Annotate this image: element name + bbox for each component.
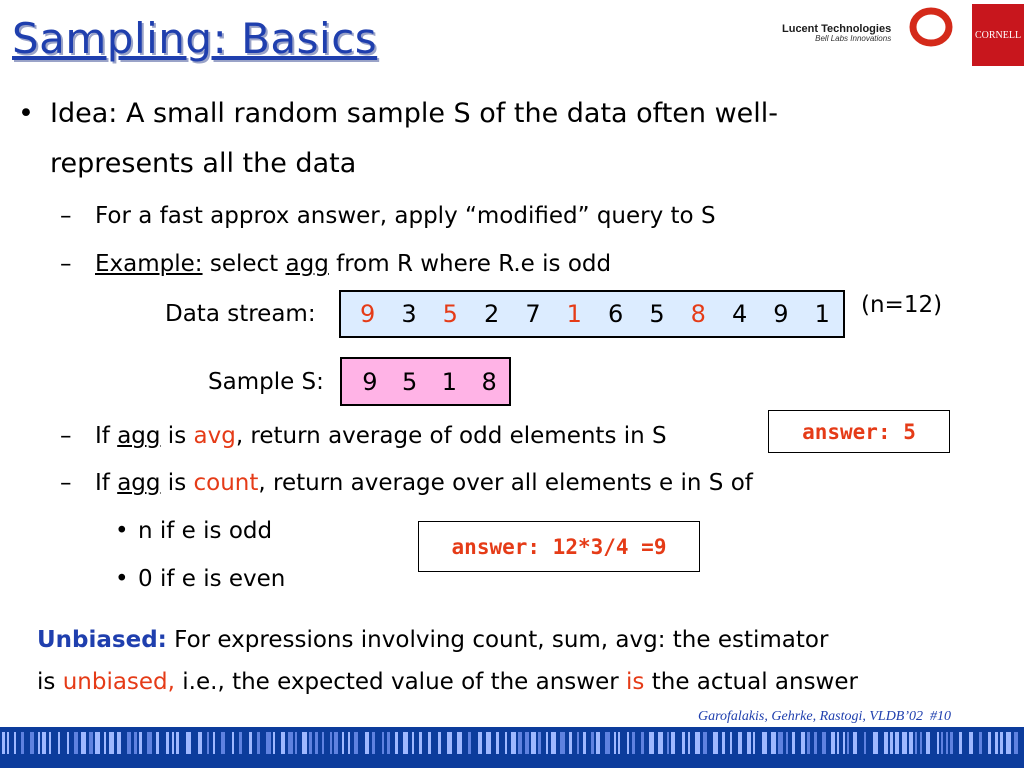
data-stream-label: Data stream:: [165, 301, 316, 327]
agg-word: agg: [117, 470, 161, 496]
avg-word: avg: [193, 423, 236, 449]
subsub-marker: •: [115, 518, 129, 544]
page-number: #10: [930, 709, 952, 724]
lucent-logo: [782, 24, 891, 43]
sample-label: Sample S:: [208, 369, 324, 395]
even-case-text: 0 if e is even: [138, 566, 286, 592]
count-word: count: [193, 470, 259, 496]
bullet-marker: •: [18, 98, 34, 129]
stream-value: 5: [442, 300, 458, 328]
count-rest: , return average over all elements e in S of: [258, 470, 753, 496]
subsub-marker: •: [115, 566, 129, 592]
example-post: from R where R.e is odd: [328, 251, 612, 277]
unbiased-line-2: [37, 669, 858, 695]
stream-value: 7: [525, 300, 541, 328]
dash-marker: –: [60, 423, 72, 449]
stream-value: 9: [360, 300, 376, 328]
avg-rest: , return average of odd elements in S: [235, 423, 667, 449]
is-word: is: [160, 470, 194, 496]
if-word: If: [95, 423, 118, 449]
stream-value: 9: [773, 300, 789, 328]
unbiased-end: the actual answer: [644, 669, 858, 695]
footer-citation: [698, 709, 951, 725]
agg-word: agg: [285, 251, 329, 277]
lucent-name: Lucent Technologies: [782, 23, 892, 35]
fast-approx-text: For a fast approx answer, apply “modified” query to S: [95, 203, 716, 229]
odd-case-text: n if e is odd: [138, 518, 273, 544]
stream-value: 3: [401, 300, 417, 328]
stream-value: 5: [649, 300, 665, 328]
footer-authors: Garofalakis, Gehrke, Rastogi, VLDB’02: [698, 709, 924, 724]
avg-text: [95, 423, 667, 449]
cornell-logo: [972, 4, 1024, 66]
dash-marker: –: [60, 251, 72, 277]
unbiased-line-1: [37, 627, 828, 653]
sample-value: 8: [481, 367, 497, 396]
unbiased-text-1: For expressions involving count, sum, avg: the estimator: [166, 627, 829, 653]
count-text: [95, 470, 753, 496]
unbiased-word: unbiased,: [62, 669, 175, 695]
stream-value: 1: [566, 300, 582, 328]
dash-marker: –: [60, 203, 72, 229]
unbiased-mid: i.e., the expected value of the answer: [174, 669, 627, 695]
idea-line-1: Idea: A small random sample S of the data often well-: [50, 98, 779, 129]
stream-count: (n=12): [861, 292, 943, 318]
sample-value: 5: [401, 367, 418, 396]
decorative-barcode-strip: [0, 727, 1024, 768]
sample-value: 1: [441, 367, 458, 396]
stream-value: 1: [814, 300, 830, 328]
sample-value: 9: [362, 367, 378, 396]
unbiased-pre: is: [37, 669, 63, 695]
stream-value: 4: [731, 300, 748, 328]
dash-marker: –: [60, 470, 72, 496]
data-stream-box: [339, 290, 845, 338]
example-text: [95, 251, 611, 277]
unbiased-label: Unbiased:: [37, 627, 167, 653]
sample-box: [340, 357, 511, 406]
stream-value: 2: [484, 300, 500, 328]
idea-line-2: represents all the data: [50, 148, 357, 179]
is-word: is: [160, 423, 194, 449]
example-label: Example:: [95, 251, 203, 277]
answer-count-box: answer: 12*3/4 =9: [418, 521, 700, 572]
lucent-tagline: Bell Labs Innovations: [815, 34, 892, 43]
example-pre: select: [202, 251, 286, 277]
answer-avg-box: answer: 5: [768, 410, 950, 453]
page-title: Sampling: Basics: [12, 14, 378, 63]
unbiased-is: is: [626, 669, 645, 695]
stream-value: 6: [607, 300, 624, 328]
stream-value: 8: [690, 300, 706, 328]
cornell-text: CORNELL: [974, 29, 1022, 41]
lucent-ring-icon: [906, 5, 956, 51]
if-word: If: [95, 470, 118, 496]
agg-word: agg: [117, 423, 161, 449]
